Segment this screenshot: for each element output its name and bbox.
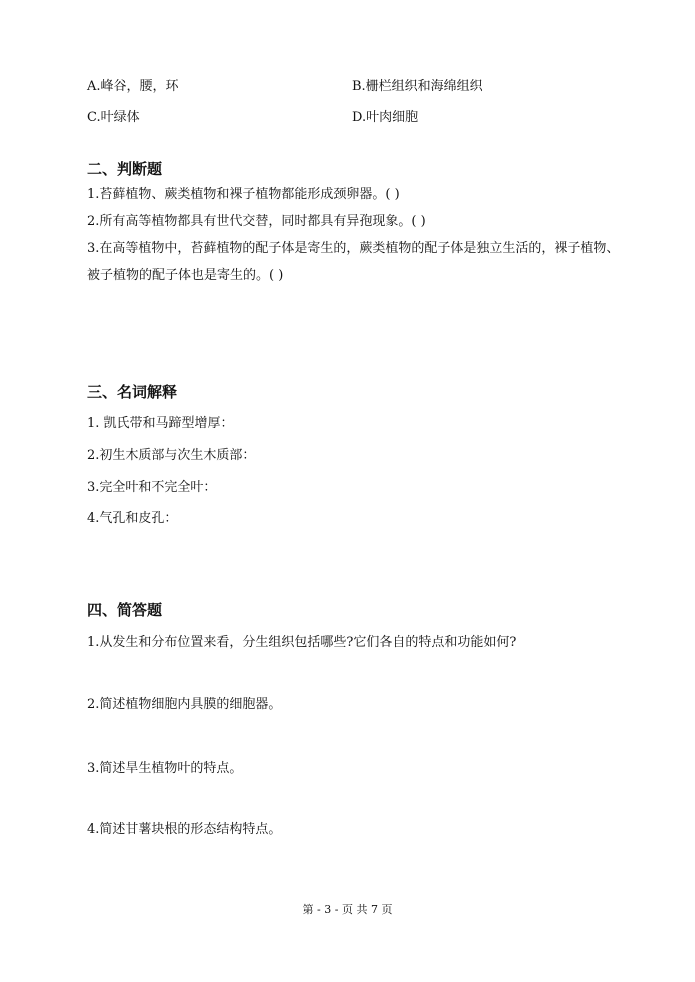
term-item-3: 3.完全叶和不完全叶： bbox=[87, 480, 217, 495]
true-false-item-2: 2.所有高等植物都具有世代交替，同时都具有异孢现象。( ) bbox=[87, 214, 426, 229]
section-title-short-answer: 四、简答题 bbox=[87, 601, 163, 619]
short-answer-item-2: 2.简述植物细胞内具膜的细胞器。 bbox=[87, 697, 282, 712]
short-answer-item-1: 1.从发生和分布位置来看，分生组织包括哪些?它们各自的特点和功能如何? bbox=[87, 635, 517, 650]
true-false-item-3: 3.在高等植物中，苔藓植物的配子体是寄生的，蕨类植物的配子体是独立生活的，裸子植物、 bbox=[87, 241, 620, 256]
short-answer-item-4: 4.简述甘薯块根的形态结构特点。 bbox=[87, 822, 282, 837]
option-d: D.叶肉细胞 bbox=[352, 110, 419, 125]
option-c: C.叶绿体 bbox=[87, 110, 140, 125]
term-item-2: 2.初生木质部与次生木质部： bbox=[87, 448, 256, 463]
option-b: B.栅栏组织和海绵组织 bbox=[352, 79, 483, 94]
page-footer: 第 - 3 - 页 共 7 页 bbox=[302, 903, 393, 916]
section-title-true-false: 二、判断题 bbox=[87, 160, 163, 178]
section-title-terms: 三、名词解释 bbox=[87, 383, 178, 401]
term-item-1: 1. 凯氏带和马蹄型增厚： bbox=[87, 416, 234, 431]
term-item-4: 4.气孔和皮孔： bbox=[87, 511, 178, 526]
true-false-item-3-cont: 被子植物的配子体也是寄生的。( ) bbox=[87, 268, 284, 283]
short-answer-item-3: 3.简述旱生植物叶的特点。 bbox=[87, 761, 243, 776]
option-a: A.峰谷，腰，环 bbox=[87, 79, 179, 94]
true-false-item-1: 1.苔藓植物、蕨类植物和裸子植物都能形成颈卵器。( ) bbox=[87, 187, 400, 202]
